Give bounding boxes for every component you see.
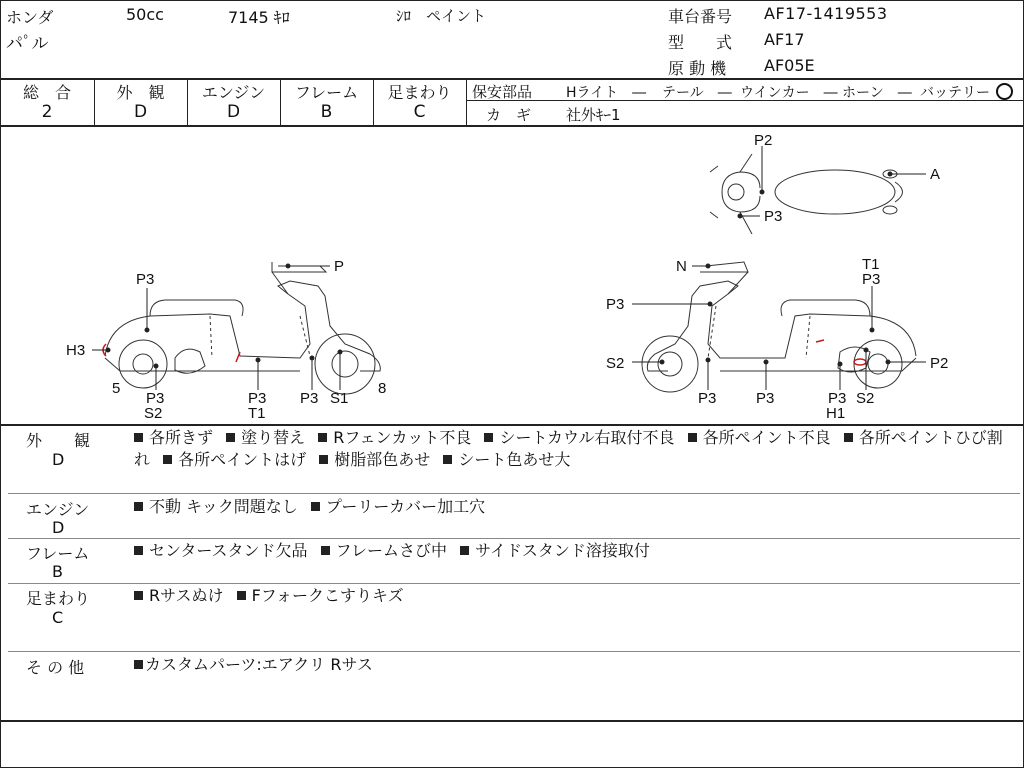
safety-horn: ホーン ― [842, 85, 912, 101]
remarks-gaikan-items: 各所きず 塗り替え Rフェンカット不良 シートカウル右取付不良 各所ペイント不良 各所ペイントひび割れ 各所ペイントはげ 樹脂部色あせ シート色あせ大 [134, 428, 1003, 469]
label-left-P3-t1: P3 [248, 390, 267, 407]
model-name: パﾟル [6, 34, 49, 54]
label-right-P2: P2 [930, 355, 949, 372]
label-top-A: A [930, 166, 941, 183]
grade-sogo-value: 2 [41, 102, 53, 122]
grade-gaikan-label: 外 観 [116, 83, 165, 102]
label-right-P3-b: P3 [756, 390, 775, 407]
battery-ok-circle-icon [996, 83, 1013, 100]
safety-tail: テール ― [662, 85, 732, 101]
safety-headlight: Hライト ― [566, 85, 647, 101]
label-left-8: 8 [378, 380, 387, 397]
label-left-H3: H3 [66, 342, 86, 359]
frame-no-label: 車台番号 [668, 7, 733, 26]
grade-engine-value: D [226, 102, 241, 122]
grade-engine-label: エンジン [201, 83, 266, 102]
remarks-ashi-grade: C [52, 608, 64, 627]
engine-value: AF05E [764, 56, 815, 75]
type-value: AF17 [764, 30, 805, 49]
safety-label: 保安部品 [472, 83, 533, 101]
key-value: 社外ｷｰ1 [566, 106, 621, 124]
frame-no: AF17-1419553 [764, 4, 888, 23]
label-left-P3-s1: P3 [300, 390, 319, 407]
engine-label: 原 動 機 [668, 59, 727, 78]
label-left-5: 5 [112, 380, 121, 397]
remarks-frame-label: フレーム [26, 544, 90, 563]
label-right-S2: S2 [606, 355, 625, 372]
remarks-ashi-items: Rサスぬけ Fフォークこすりキズ [134, 585, 1014, 607]
remarks-other-label: そ の 他 [26, 658, 85, 677]
label-top-P2: P2 [754, 132, 773, 149]
maker: ホンダ [6, 8, 54, 27]
remarks-gaikan-grade: D [52, 450, 65, 469]
safety-winker: ウインカー ― [740, 85, 838, 101]
mileage: 7145 ｷﾛ [228, 8, 290, 27]
label-left-P: P [334, 258, 345, 275]
remarks-ashi-label: 足まわり [26, 589, 91, 608]
remarks-engine-grade: D [52, 518, 65, 537]
grade-sogo-label: 総 合 [22, 83, 71, 102]
key-label: カ ギ [486, 106, 532, 124]
label-left-P3-s2: P3 [146, 390, 165, 407]
label-left-T1: T1 [248, 405, 266, 422]
remarks-frame-items: センタースタンド欠品 フレームさび中 サイドスタンド溶接取付 [134, 540, 1014, 562]
label-right-P3-c: P3 [828, 390, 847, 407]
scooter-top-view [710, 154, 903, 234]
grade-frame-value: B [320, 102, 333, 122]
remarks-frame-grade: B [52, 562, 63, 581]
grade-ashi-value: C [413, 102, 426, 122]
grade-ashi-label: 足まわり [387, 83, 452, 102]
type-label: 型 式 [668, 33, 733, 52]
label-right-P3-left: P3 [606, 296, 625, 313]
remarks-other-items: カスタムパーツ:エアクリ Rサス [134, 654, 1014, 676]
label-right-P3-top: P3 [862, 271, 881, 288]
grade-frame-label: フレーム [294, 83, 359, 102]
label-right-P3-a: P3 [698, 390, 717, 407]
remarks-engine-items: 不動 キック問題なし プーリーカバー加工穴 [134, 496, 1014, 518]
label-left-S1: S1 [330, 390, 349, 407]
body-color: ｼﾛ ペイント [396, 7, 487, 25]
label-top-P3: P3 [764, 208, 783, 225]
label-left-P3: P3 [136, 271, 155, 288]
label-left-S2: S2 [144, 405, 163, 422]
label-right-T1: T1 [862, 256, 880, 273]
label-right-N: N [676, 258, 687, 275]
remarks-engine-label: エンジン [26, 500, 90, 519]
safety-battery: バッテリー [920, 85, 990, 101]
label-right-S2-b: S2 [856, 390, 875, 407]
remarks-gaikan-label: 外 観 [26, 431, 91, 450]
grade-gaikan-value: D [133, 102, 148, 122]
label-right-H1: H1 [826, 405, 846, 422]
displacement: 50cc [126, 5, 164, 24]
